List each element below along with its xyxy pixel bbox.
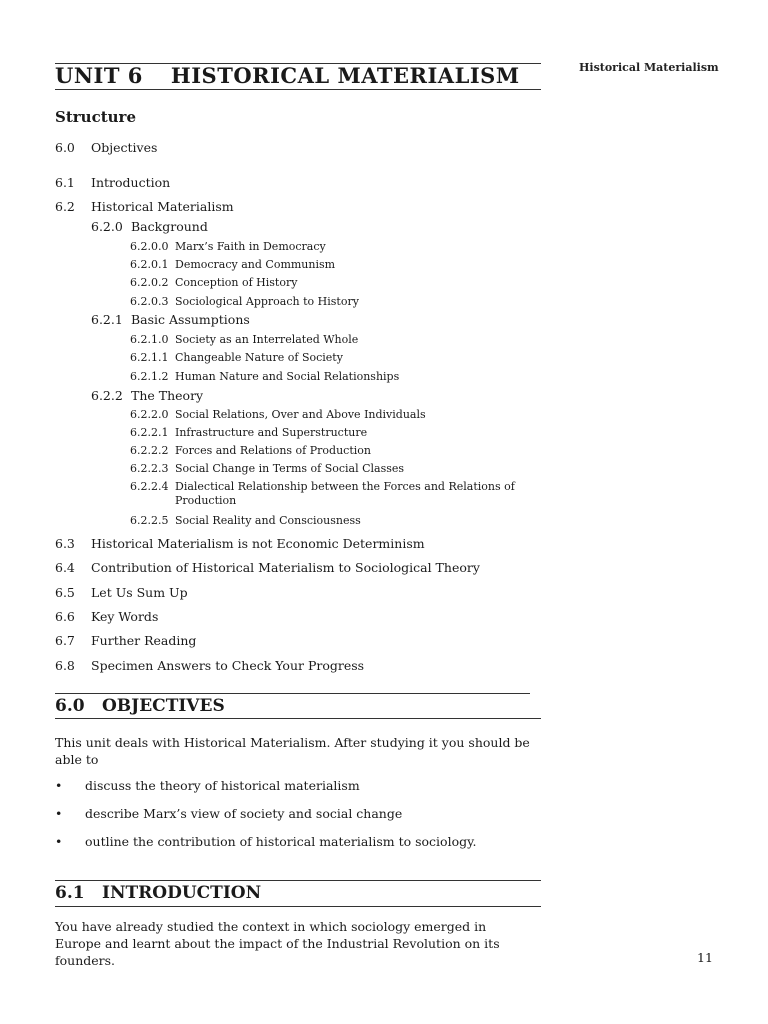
toc-item xyxy=(55,199,234,215)
toc-number: 6.2.2.4 xyxy=(130,480,169,493)
toc-item xyxy=(55,585,188,601)
bullet-text: discuss the theory of historical materialism xyxy=(85,778,360,793)
introduction-heading xyxy=(55,883,261,903)
toc-subsubitem xyxy=(130,480,530,508)
toc-text: Objectives xyxy=(91,140,158,155)
toc-number: 6.2.0 xyxy=(91,219,123,234)
title-underline xyxy=(55,89,541,90)
bullet-dot: • xyxy=(55,834,63,849)
toc-subsubitem xyxy=(130,239,326,255)
section-number: 6.0 xyxy=(55,696,85,716)
toc-text: Let Us Sum Up xyxy=(91,585,188,600)
section-number: 6.1 xyxy=(55,883,85,903)
toc-text: Basic Assumptions xyxy=(131,312,250,327)
toc-item xyxy=(55,560,480,576)
toc-subsubitem xyxy=(130,257,335,273)
toc-item xyxy=(55,658,364,674)
toc-text: Specimen Answers to Check Your Progress xyxy=(91,658,365,673)
toc-number: 6.2.2.3 xyxy=(130,462,169,475)
toc-number: 6.5 xyxy=(55,585,75,600)
toc-subsubitem xyxy=(130,275,297,291)
toc-subsubitem xyxy=(130,425,367,441)
toc-text: Social Change in Terms of Social Classes xyxy=(175,462,405,475)
toc-number: 6.2.2 xyxy=(91,388,123,403)
toc-text: Democracy and Communism xyxy=(175,258,336,271)
toc-number: 6.4 xyxy=(55,560,75,575)
toc-item xyxy=(55,633,196,649)
toc-text: Sociological Approach to History xyxy=(175,295,359,308)
bullet-item xyxy=(55,778,360,793)
toc-text: Forces and Relations of Production xyxy=(175,444,371,457)
toc-item xyxy=(55,140,157,156)
bullet-dot: • xyxy=(55,778,63,793)
section-rule-top xyxy=(55,693,530,694)
toc-number: 6.2.2.5 xyxy=(130,514,169,527)
toc-number: 6.2.2.0 xyxy=(130,408,169,421)
bullet-text: outline the contribution of historical materialism to sociology. xyxy=(85,834,477,849)
section-rule-bottom xyxy=(55,906,541,907)
toc-item xyxy=(55,609,158,625)
toc-number: 6.2.0.3 xyxy=(130,295,169,308)
toc-subsubitem xyxy=(130,461,404,477)
structure-heading: Structure xyxy=(55,108,136,126)
toc-number: 6.0 xyxy=(55,140,75,155)
bullet-text: describe Marx’s view of society and social change xyxy=(85,806,403,821)
toc-number: 6.2.2.1 xyxy=(130,426,169,439)
unit-title xyxy=(55,63,520,88)
toc-text: Social Reality and Consciousness xyxy=(175,514,361,527)
toc-text: Contribution of Historical Materialism to Sociological Theory xyxy=(91,560,480,575)
toc-number: 6.6 xyxy=(55,609,75,624)
toc-text: Society as an Interrelated Whole xyxy=(175,333,359,346)
toc-number: 6.2.1.0 xyxy=(130,333,169,346)
section-rule-top xyxy=(55,880,541,881)
toc-text: The Theory xyxy=(131,388,204,403)
toc-subsubitem xyxy=(130,350,343,366)
page-number: 11 xyxy=(697,950,713,965)
toc-subsubitem xyxy=(130,369,399,385)
toc-subsubitem xyxy=(130,513,361,529)
running-head: Historical Materialism xyxy=(579,61,719,74)
toc-item xyxy=(55,175,170,191)
toc-subsubitem xyxy=(130,332,358,348)
toc-text: Historical Materialism is not Economic Determinism xyxy=(91,536,425,551)
toc-number: 6.2 xyxy=(55,199,75,214)
toc-text: Historical Materialism xyxy=(91,199,234,214)
toc-subsubitem xyxy=(130,294,359,310)
toc-text: Social Relations, Over and Above Individuals xyxy=(175,408,426,421)
section-title: OBJECTIVES xyxy=(102,696,225,716)
toc-item xyxy=(55,536,425,552)
toc-number: 6.2.0.1 xyxy=(130,258,169,271)
bullet-dot: • xyxy=(55,806,63,821)
toc-text: Changeable Nature of Society xyxy=(175,351,343,364)
toc-subitem xyxy=(91,219,208,235)
toc-subitem xyxy=(91,312,250,328)
toc-number: 6.2.2.2 xyxy=(130,444,169,457)
unit-name: HISTORICAL MATERIALISM xyxy=(170,63,520,88)
toc-subsubitem xyxy=(130,443,371,459)
toc-text: Human Nature and Social Relationships xyxy=(175,370,400,383)
bullet-item xyxy=(55,806,402,821)
objectives-intro: This unit deals with Historical Materialism. After studying it you should be able to xyxy=(55,735,530,767)
toc-number: 6.2.1 xyxy=(91,312,123,327)
toc-number: 6.2.0.2 xyxy=(130,276,169,289)
toc-text: Introduction xyxy=(91,175,171,190)
toc-number: 6.3 xyxy=(55,536,75,551)
toc-text: Further Reading xyxy=(91,633,197,648)
introduction-text: You have already studied the context in which sociology emerged in Europe and learnt about the impact of the Industrial Revolution on its founders. xyxy=(55,919,500,968)
toc-number: 6.2.0.0 xyxy=(130,240,169,253)
bullet-item xyxy=(55,834,476,849)
section-title: INTRODUCTION xyxy=(102,883,262,903)
toc-number: 6.2.1.1 xyxy=(130,351,169,364)
toc-number: 6.2.1.2 xyxy=(130,370,169,383)
toc-text: Dialectical Relationship between the Forces and Relations of Production xyxy=(175,480,515,507)
section-rule-bottom xyxy=(55,718,541,719)
toc-number: 6.7 xyxy=(55,633,75,648)
toc-text: Infrastructure and Superstructure xyxy=(175,426,368,439)
toc-subitem xyxy=(91,388,203,404)
toc-text: Conception of History xyxy=(175,276,298,289)
toc-text: Key Words xyxy=(91,609,159,624)
toc-subsubitem xyxy=(130,407,426,423)
toc-text: Marx’s Faith in Democracy xyxy=(175,240,326,253)
objectives-heading xyxy=(55,696,225,716)
unit-number: UNIT 6 xyxy=(55,63,143,88)
toc-text: Background xyxy=(131,219,208,234)
toc-number: 6.8 xyxy=(55,658,75,673)
toc-number: 6.1 xyxy=(55,175,75,190)
